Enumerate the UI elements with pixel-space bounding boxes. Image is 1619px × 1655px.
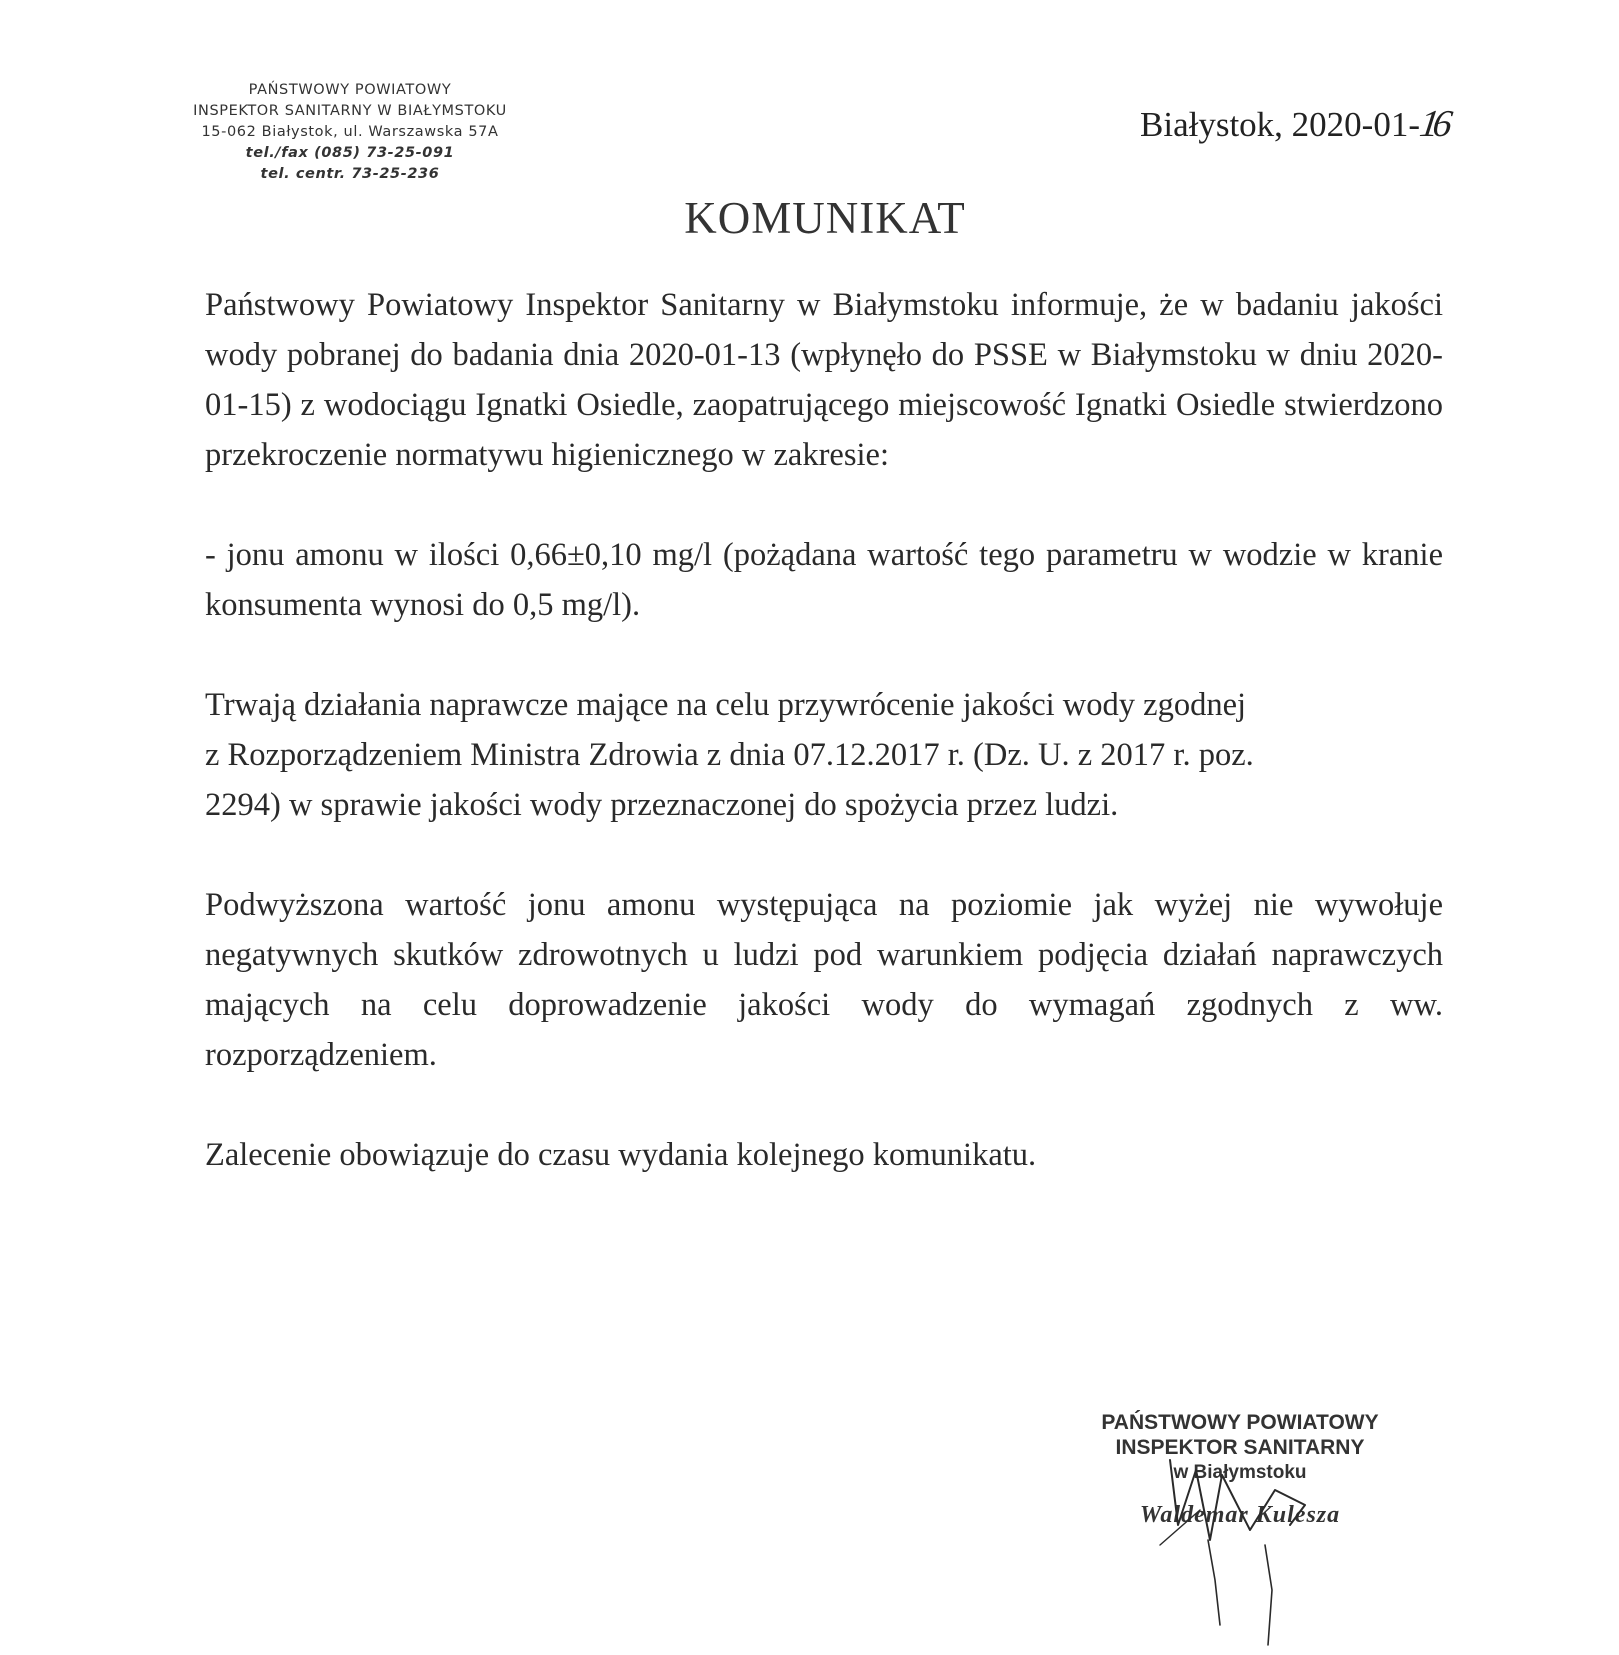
signature-stamp-line-1: PAŃSTWOWY POWIATOWY xyxy=(1101,1411,1379,1434)
stamp-line-phone-central: tel. centr. 73-25-236 xyxy=(260,166,440,182)
date-prefix: Białystok, 2020-01- xyxy=(1140,105,1420,144)
document-date xyxy=(1140,102,1449,146)
document-title: KOMUNIKAT xyxy=(684,193,966,243)
paragraph-validity: Zalecenie obowiązuje do czasu wydania kolejnego komunikatu. xyxy=(205,1137,1037,1173)
header-stamp xyxy=(170,80,530,185)
document-body xyxy=(205,280,1443,1180)
stamp-line-phone-fax: tel./fax (085) 73-25-091 xyxy=(245,145,455,161)
paragraph-intro: Państwowy Powiatowy Inspektor Sanitarny w Białymstoku informuje, że w badaniu jakości wody pobranej do badania dnia 2020-01-13 (wpłynęło do PSSE w Białymstoku w dniu 2020-01-15) z wodociągu Ignatki Osiedle, zaopatrującego miejscowość Ignatki Osiedle stwierdzono przekroczenie normatywu higienicznego w zakresie: xyxy=(205,287,1443,473)
signature-stamp-line-2: INSPEKTOR SANITARNY xyxy=(1115,1436,1365,1459)
paragraph-health-note: Podwyższona wartość jonu amonu występująca na poziomie jak wyżej nie wywołuje negatywnych skutków zdrowotnych u ludzi pod warunkiem podjęcia działań naprawczych mających na celu doprowadzenie jakości wody do wymagań zgodnych z ww. rozporządzeniem. xyxy=(205,887,1443,1073)
paragraph-ammonium-finding: - jonu amonu w ilości 0,66±0,10 mg/l (pożądana wartość tego parametru w wodzie w kranie konsumenta wynosi do 0,5 mg/l). xyxy=(205,537,1443,623)
remedial-line-2: z Rozporządzeniem Ministra Zdrowia z dnia 07.12.2017 r. (Dz. U. z 2017 r. poz. xyxy=(205,737,1254,773)
stamp-line-institution: PAŃSTWOWY POWIATOWY xyxy=(248,82,452,98)
paragraph-remedial-actions xyxy=(205,680,1443,830)
date-day-handwritten: 16 xyxy=(1417,103,1449,145)
signatory-name: Waldemar Kulesza xyxy=(1139,1502,1341,1528)
handwritten-signature xyxy=(1100,1430,1340,1655)
remedial-line-3: 2294) w sprawie jakości wody przeznaczonej do spożycia przez ludzi. xyxy=(205,787,1119,823)
stamp-line-inspector: INSPEKTOR SANITARNY W BIAŁYMSTOKU xyxy=(193,103,507,119)
remedial-line-1: Trwają działania naprawcze mające na celu przywrócenie jakości wody zgodnej xyxy=(205,687,1247,723)
signature-stamp-line-3: w Białymstoku xyxy=(1173,1462,1307,1483)
stamp-line-address: 15-062 Białystok, ul. Warszawska 57A xyxy=(201,124,499,140)
